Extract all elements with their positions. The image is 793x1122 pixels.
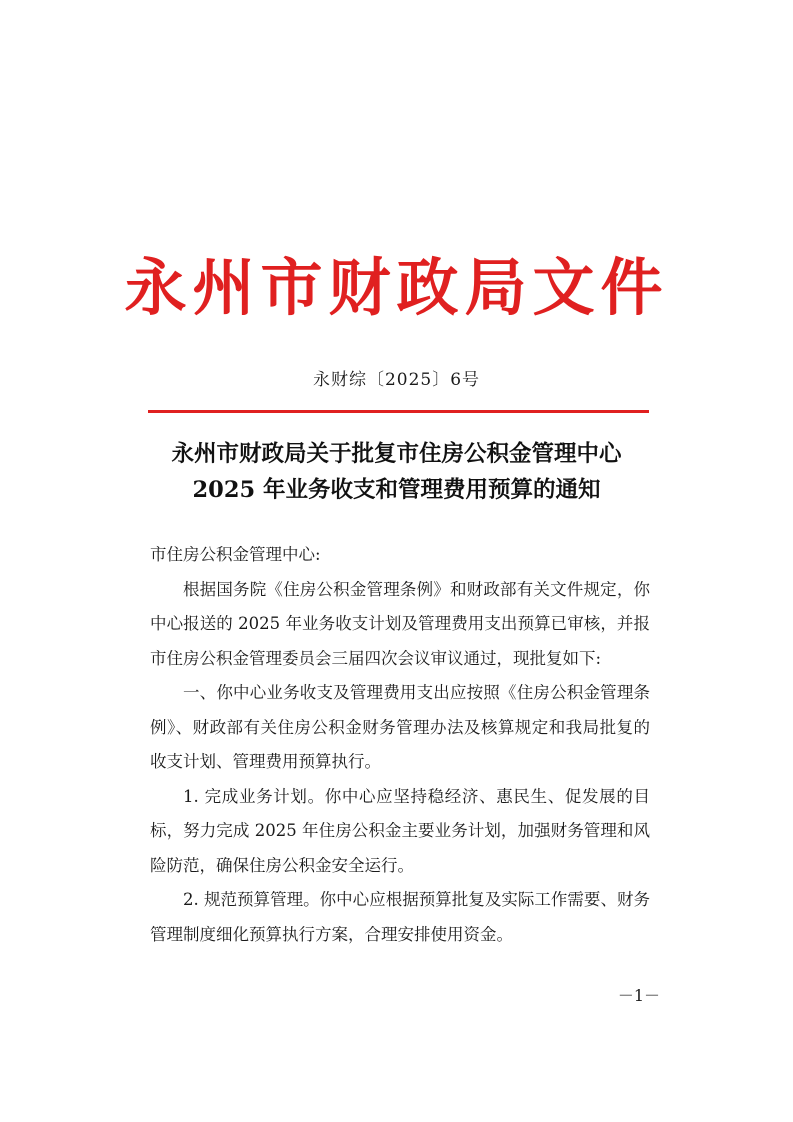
body-paragraph-3: 1. 完成业务计划。你中心应坚持稳经济、惠民生、促发展的目标，努力完成 2025 年住房公积金主要业务计划，加强财务管理和风险防范，确保住房公积金安全运行。: [150, 786, 650, 875]
title-line-1: 永州市财政局关于批复市住房公积金管理中心: [171, 441, 622, 467]
red-divider-line: [148, 410, 649, 413]
document-body: [150, 538, 650, 952]
body-paragraph-4: 2. 规范预算管理。你中心应根据预算批复及实际工作需要、财务管理制度细化预算执行方案，合理安排使用资金。: [150, 890, 650, 944]
issuer-banner: 永州市财政局文件: [124, 251, 669, 324]
title-line-2: 2025 年业务收支和管理费用预算的通知: [192, 477, 601, 503]
salutation: 市住房公积金管理中心:: [150, 545, 321, 564]
body-paragraph-2: 一、你中心业务收支及管理费用支出应按照《住房公积金管理条例》、财政部有关住房公积金财务管理办法及核算规定和我局批复的收支计划、管理费用预算执行。: [150, 683, 650, 771]
document-title: [0, 436, 793, 508]
page-number: －1－: [617, 986, 660, 1005]
document-number: 永财综〔2025〕6号: [312, 370, 481, 390]
body-paragraph-1: 根据国务院《住房公积金管理条例》和财政部有关文件规定，你中心报送的 2025 年业务收支计划及管理费用支出预算已审核，并报市住房公积金管理委员会三届四次会议审议通过，现批复如下:: [150, 579, 650, 668]
